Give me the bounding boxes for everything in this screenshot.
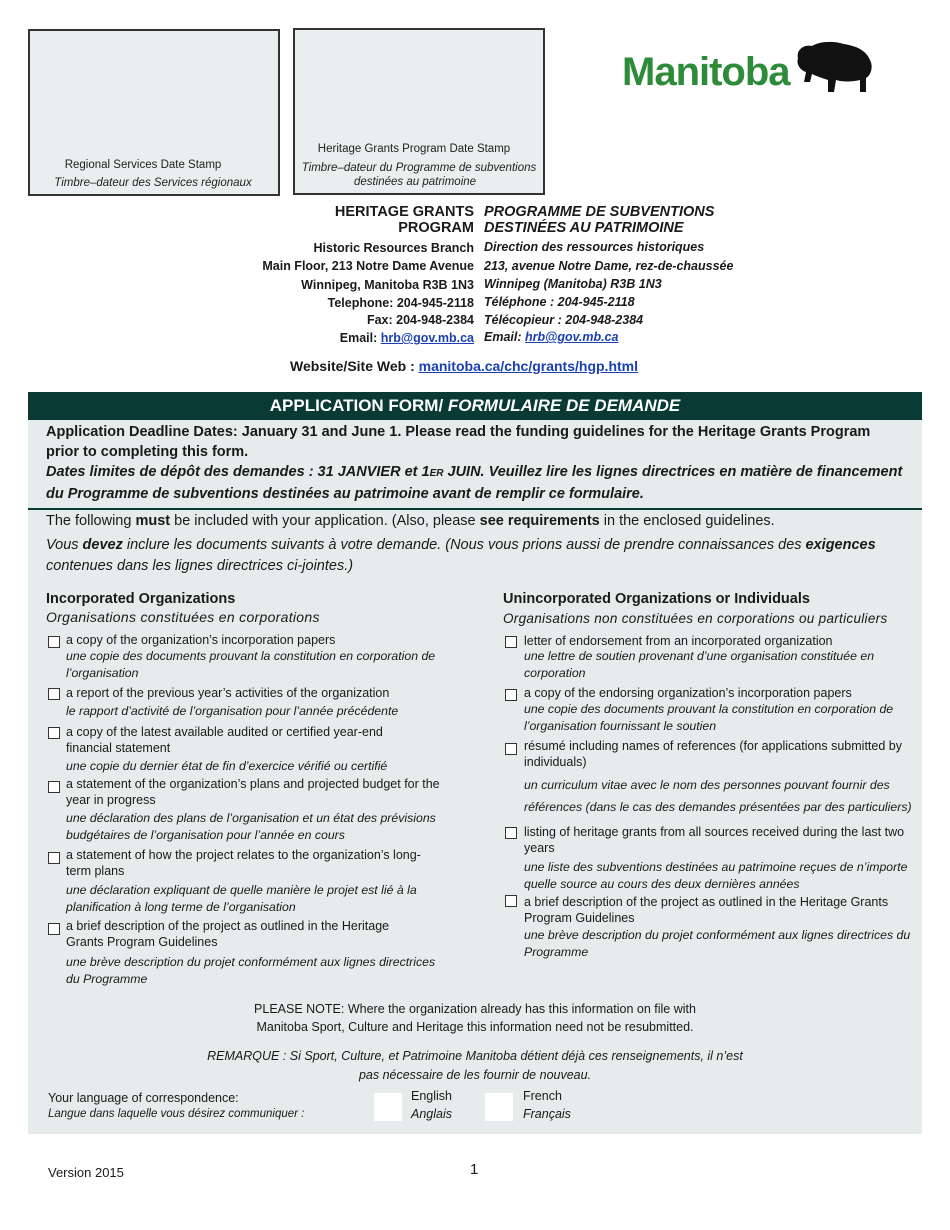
english-option-en: English xyxy=(411,1089,452,1103)
unincorporated-item-2-fr: une copie des documents prouvant la constitution en corporation de l’organisation fournissant le soutien xyxy=(524,702,894,733)
must-fr-part1: Vous xyxy=(46,537,83,553)
remarque-fr-2: pas nécessaire de les fournir de nouveau. xyxy=(358,1068,592,1082)
language-label-en: Your language of correspondence: xyxy=(48,1091,239,1105)
incorporated-item-4-en: a statement of the organization’s plans and projected budget for the year in progress xyxy=(66,777,440,807)
email-en xyxy=(340,331,474,345)
section-divider xyxy=(28,508,922,510)
must-fr-bold2: exigences xyxy=(805,537,876,553)
incorporated-item-3-en: a copy of the latest available audited or certified year-end financial statement xyxy=(66,725,383,755)
french-checkbox[interactable] xyxy=(485,1093,513,1121)
incorporated-item-2-fr: le rapport d’activité de l’organisation pour l’année précédente xyxy=(66,704,399,718)
incorporated-item-5-en: a statement of how the project relates to the organization’s long-term plans xyxy=(66,848,421,878)
must-en-part2: be included with your application. (Also, please xyxy=(170,513,480,529)
must-en-bold2: see requirements xyxy=(479,513,600,529)
must-en-bold: must xyxy=(135,513,171,529)
deadline-fr-a: Dates limites de dépôt des demandes : 31 JANVIER et 1 xyxy=(46,464,430,480)
program-title-fr-line1: PROGRAMME DE SUBVENTIONS xyxy=(484,204,715,220)
unincorporated-item-4-fr: une liste des subventions destinées au patrimoine reçues de n’importe quelle source au cours des deux dernières années xyxy=(524,860,908,891)
heritage-stamp-label-fr2: destinées au patrimoine xyxy=(353,176,477,188)
deadline-fr xyxy=(46,462,906,504)
must-include-en xyxy=(46,511,916,532)
branch-fr: Direction des ressources historiques xyxy=(484,240,705,254)
unincorporated-item-3-en: résumé including names of references (for applications submitted by individuals) xyxy=(524,739,902,769)
unincorporated-item-5-fr: une brève description du projet conformément aux lignes directrices du Programme xyxy=(524,928,911,959)
form-title-band xyxy=(28,392,922,420)
program-title-en-line1: HERITAGE GRANTS xyxy=(334,204,474,220)
city-en: Winnipeg, Manitoba R3B 1N3 xyxy=(301,278,474,292)
city-fr: Winnipeg (Manitoba) R3B 1N3 xyxy=(484,277,662,291)
website-link[interactable]: manitoba.ca/chc/grants/hgp.html xyxy=(418,358,638,374)
deadline-fr-sup: ER xyxy=(429,468,444,479)
unincorporated-item-4-en: listing of heritage grants from all sources received during the last two years xyxy=(524,825,905,855)
unincorporated-item-5-en: a brief description of the project as outlined in the Heritage Grants Program Guidelines xyxy=(524,895,889,925)
website-label: Website/Site Web : xyxy=(290,358,419,374)
incorporated-item-6-fr: une brève description du projet conformément aux lignes directrices du Programme xyxy=(66,955,436,986)
form-title-fr: FORMULAIRE DE DEMANDE xyxy=(447,396,681,415)
fax-fr: Télécopieur : 204-948-2384 xyxy=(484,313,644,327)
incorporated-checkbox-1[interactable] xyxy=(48,636,60,648)
must-en-part3: in the enclosed guidelines. xyxy=(599,513,775,529)
english-option-fr: Anglais xyxy=(411,1107,452,1121)
incorporated-checkbox-6[interactable] xyxy=(48,923,60,935)
address-en: Main Floor, 213 Notre Dame Avenue xyxy=(262,259,474,273)
incorporated-item-5-fr: une déclaration expliquant de quelle manière le projet est lié à la planification à long terme de l’organisation xyxy=(66,883,417,914)
program-title-fr-line2: DESTINÉES AU PATRIMOINE xyxy=(484,220,684,236)
unincorporated-item-1-fr: une lettre de soutien provenant d’une organisation constituée en corporation xyxy=(524,649,875,680)
regional-date-stamp-box xyxy=(28,29,280,196)
program-title-en-line2: PROGRAM xyxy=(398,220,474,236)
please-note-en-2: Manitoba Sport, Culture and Heritage this information need not be resubmitted. xyxy=(256,1020,694,1034)
unincorporated-heading-en: Unincorporated Organizations or Individuals xyxy=(503,591,810,607)
unincorporated-item-1-en: letter of endorsement from an incorporated organization xyxy=(524,634,833,648)
deadline-fr-b: JUIN. Veuillez lire les lignes directrices en matière de financement du Programme de subventions destinées au patrimoine avant de remplir ce formulaire. xyxy=(46,464,903,502)
phone-fr: Téléphone : 204-945-2118 xyxy=(484,295,635,309)
incorporated-checkbox-3[interactable] xyxy=(48,727,60,739)
incorporated-checkbox-4[interactable] xyxy=(48,781,60,793)
unincorporated-item-2-en: a copy of the endorsing organization’s incorporation papers xyxy=(524,686,852,700)
incorporated-heading-en: Incorporated Organizations xyxy=(46,591,236,607)
form-title-en: APPLICATION FORM/ xyxy=(269,396,448,415)
unincorporated-checkbox-2[interactable] xyxy=(505,689,517,701)
incorporated-item-4-fr: une déclaration des plans de l’organisation et un état des prévisions budgétaires de l’organisation pour l’année en cours xyxy=(66,811,436,842)
french-option-fr: Français xyxy=(523,1107,571,1121)
english-checkbox[interactable] xyxy=(374,1093,402,1121)
incorporated-item-3-fr: une copie du dernier état de fin d’exercice vérifié ou certifié xyxy=(66,759,388,773)
version-label: Version 2015 xyxy=(48,1165,124,1180)
email-fr xyxy=(484,330,618,344)
regional-stamp-label-en: Regional Services Date Stamp xyxy=(64,159,222,171)
remarque-fr-1: REMARQUE : Si Sport, Culture, et Patrimoine Manitoba détient déjà ces renseignements, il n’est xyxy=(207,1049,743,1063)
must-fr-part3: contenues dans les lignes directrices ci-jointes.) xyxy=(46,558,354,574)
branch-en: Historic Resources Branch xyxy=(313,241,474,255)
must-en-part1: The following xyxy=(46,513,136,529)
deadline-en: Application Deadline Dates: January 31 and June 1. Please read the funding guidelines for the Heritage Grants Program prior to completing this form. xyxy=(46,424,871,460)
incorporated-heading-fr: Organisations constituées en corporations xyxy=(46,609,320,625)
email-link-fr[interactable]: hrb@gov.mb.ca xyxy=(525,330,619,344)
unincorporated-checkbox-5[interactable] xyxy=(505,895,517,907)
must-fr-part2: inclure les documents suivants à votre demande. (Nous vous prions aussi de prendre connaissances des xyxy=(122,537,806,553)
must-fr-bold: devez xyxy=(82,537,123,553)
website-line xyxy=(290,358,638,374)
incorporated-item-6-en: a brief description of the project as outlined in the Heritage Grants Program Guidelines xyxy=(66,919,390,949)
heritage-stamp-label-fr1: Timbre–dateur du Programme de subventions xyxy=(301,162,537,174)
unincorporated-checkbox-1[interactable] xyxy=(505,636,517,648)
address-fr: 213, avenue Notre Dame, rez-de-chaussée xyxy=(484,259,734,273)
regional-stamp-label-fr: Timbre–dateur des Services régionaux xyxy=(54,177,252,189)
french-option-en: French xyxy=(523,1089,562,1103)
manitoba-logo-text: Manitoba xyxy=(622,50,790,94)
email-label-fr: Email: xyxy=(484,330,525,344)
fax-en: Fax: 204-948-2384 xyxy=(366,313,474,327)
bison-icon xyxy=(792,40,874,96)
incorporated-item-2-en: a report of the previous year’s activities of the organization xyxy=(66,686,390,700)
please-note-en-1: PLEASE NOTE: Where the organization already has this information on file with xyxy=(254,1002,696,1016)
email-label-en: Email: xyxy=(339,331,381,345)
heritage-stamp-label-en: Heritage Grants Program Date Stamp xyxy=(317,143,511,155)
unincorporated-item-3-fr: un curriculum vitae avec le nom des personnes pouvant fournir des références (dans le cas des demandes présentées par des particuliers) xyxy=(524,778,912,814)
incorporated-item-1-fr: une copie des documents prouvant la constitution en corporation de l’organisation xyxy=(66,649,436,680)
email-link-en[interactable]: hrb@gov.mb.ca xyxy=(380,331,474,345)
incorporated-checkbox-5[interactable] xyxy=(48,852,60,864)
language-label-fr: Langue dans laquelle vous désirez communiquer : xyxy=(48,1108,305,1120)
page-number: 1 xyxy=(470,1161,479,1178)
unincorporated-checkbox-4[interactable] xyxy=(505,827,517,839)
incorporated-item-1-en: a copy of the organization’s incorporation papers xyxy=(66,633,336,647)
unincorporated-heading-fr: Organisations non constituées en corporations ou particuliers xyxy=(503,611,888,626)
incorporated-checkbox-2[interactable] xyxy=(48,688,60,700)
heritage-date-stamp-box xyxy=(293,28,545,195)
must-include-fr xyxy=(46,535,916,577)
phone-en: Telephone: 204-945-2118 xyxy=(327,296,474,310)
unincorporated-checkbox-3[interactable] xyxy=(505,743,517,755)
